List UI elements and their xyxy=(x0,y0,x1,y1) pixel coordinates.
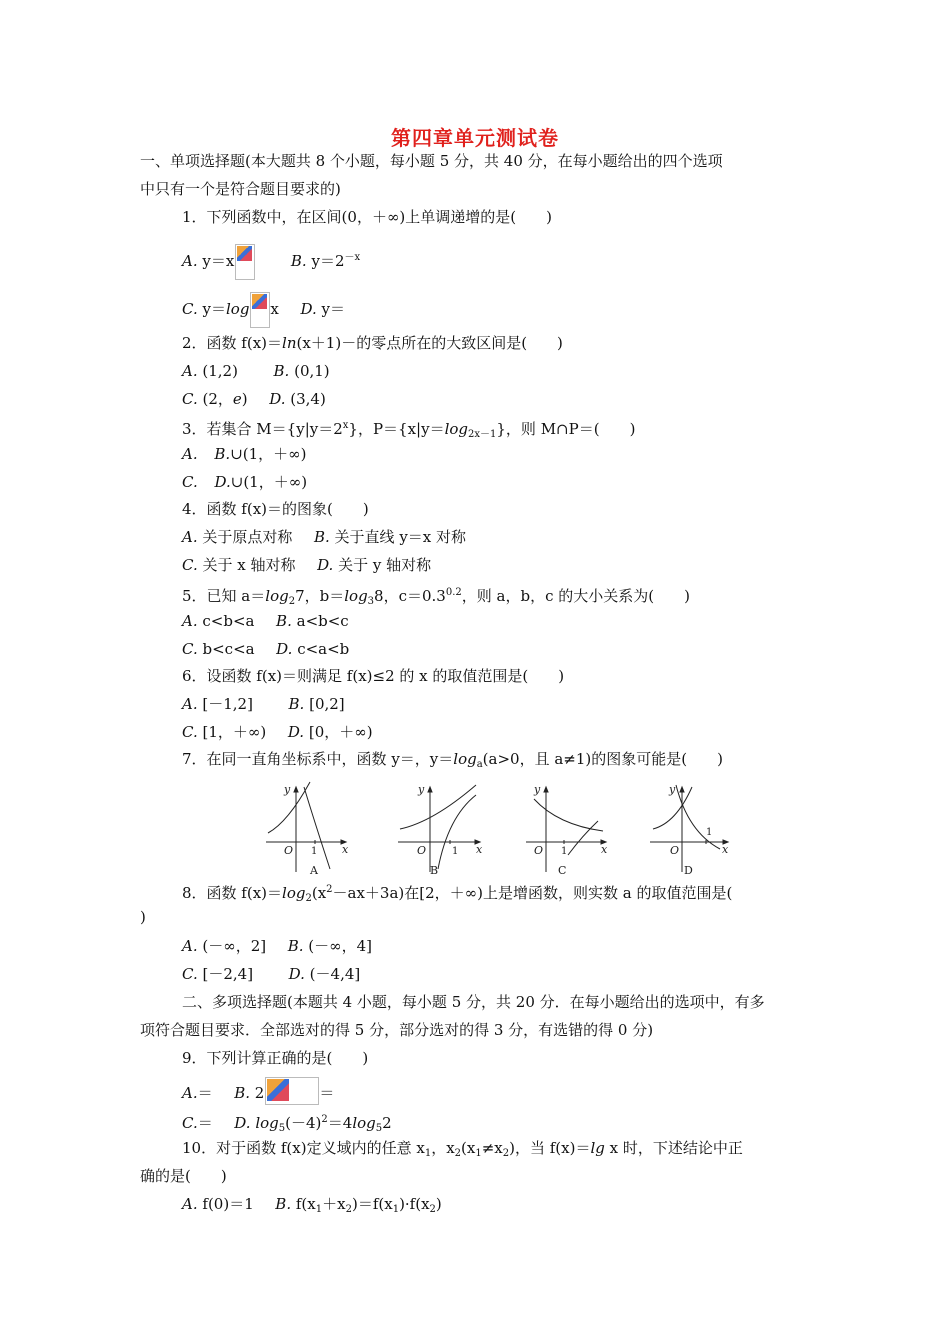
q9-stem: 9．下列计算正确的是( ) xyxy=(182,1049,369,1067)
svg-text:y: y xyxy=(534,783,541,796)
svg-text:O: O xyxy=(417,844,427,857)
q9-options-cd: C.＝ D. $\log_5(-4)^2=4\log_52$ xyxy=(182,1114,392,1134)
svg-text:D: D xyxy=(684,864,693,877)
q1-options-ab: A. y＝x B. $y=2^{-x}$ xyxy=(182,244,360,280)
svg-text:y: y xyxy=(418,783,425,796)
option-text: y＝2 xyxy=(311,252,345,270)
q6-stem: 6．设函数 f(x)＝则满足 f(x)≤2 的 x 的取值范围是( ) xyxy=(182,667,565,685)
svg-text:O: O xyxy=(534,844,544,857)
svg-text:1: 1 xyxy=(452,846,459,857)
broken-image-icon xyxy=(265,1077,319,1105)
q3-options-ab: A. B.∪(1，＋∞) xyxy=(182,445,307,463)
q8-stem-cont: ) xyxy=(140,908,146,926)
svg-text:y: y xyxy=(669,783,676,796)
graph-d xyxy=(650,783,729,877)
section1-intro-line1: 一、单项选择题(本大题共 8 个小题，每小题 5 分，共 40 分，在每小题给出的四个选项 xyxy=(140,152,723,170)
q4-stem: 4．函数 f(x)＝的图象( ) xyxy=(182,500,369,518)
svg-text:O: O xyxy=(284,844,294,857)
q7-graph-figures xyxy=(258,777,738,877)
svg-text:C: C xyxy=(558,864,567,877)
q8-options-ab: A. (－∞，2] B. (－∞，4] xyxy=(182,937,373,955)
q2-options-ab: A. (1,2) B. (0,1) xyxy=(182,362,330,380)
svg-text:x: x xyxy=(476,843,483,856)
q5-options-ab: A. c<b<a B. a<b<c xyxy=(182,612,349,630)
broken-image-icon xyxy=(235,244,255,280)
q5-options-cd: C. b<c<a D. c<a<b xyxy=(182,640,350,658)
q3-options-cd: C. D.∪(1，＋∞) xyxy=(182,473,308,491)
q9-options-ab: A.＝ B. 2 ＝ xyxy=(182,1077,334,1105)
q8-stem: 8．函数 $f(x)=\log_2(x^2-ax+3a)$在[2，＋∞)上是增函数，则实数 a 的取值范围是( xyxy=(182,884,733,904)
q7-stem: 7．在同一直角坐标系中，函数 y＝，$y=\log_a(a>0$，且 a≠1)的图象可能是( ) xyxy=(182,750,723,770)
q4-options-ab: A. 关于原点对称 B. 关于直线 y＝x 对称 xyxy=(182,528,467,546)
q1-stem: 1．下列函数中，在区间(0，＋∞)上单调递增的是( ) xyxy=(182,208,552,226)
q2-stem: 2．函数 f(x)＝ln(x＋1)－的零点所在的大致区间是( ) xyxy=(182,334,563,352)
q6-options-cd: C. [1，＋∞) D. [0，＋∞) xyxy=(182,723,373,741)
svg-text:1: 1 xyxy=(706,827,713,838)
q10-stem: 10．对于函数 f(x)定义域内的任意 $x_1$，$x_2(x_1\ne x_2)$，当 f(x)＝lg x 时，下述结论中正 xyxy=(182,1139,743,1159)
q10-stem-cont: 确的是( ) xyxy=(140,1167,227,1185)
svg-text:A: A xyxy=(310,864,318,877)
q8-options-cd: C. [－2,4] D. (－4,4] xyxy=(182,965,361,983)
q5-stem: 5．已知 $a=\log_27$，$b=\log_38$，$c=0.3^{0.2}$，则 a，b，c 的大小关系为( ) xyxy=(182,587,690,607)
q6-options-ab: A. [－1,2] B. [0,2] xyxy=(182,695,345,713)
svg-text:x: x xyxy=(342,843,349,856)
option-label: A. xyxy=(182,252,198,270)
svg-text:O: O xyxy=(670,844,680,857)
page-title: 第四章单元测试卷 xyxy=(391,126,559,150)
section1-intro-line2: 中只有一个是符合题目要求的) xyxy=(140,180,341,198)
graph-c xyxy=(526,783,608,877)
q4-options-cd: C. 关于 x 轴对称 D. 关于 y 轴对称 xyxy=(182,556,432,574)
q2-options-cd: C. (2，e) D. (3,4) xyxy=(182,390,326,408)
graph-a xyxy=(266,782,349,877)
option-label: B. xyxy=(290,252,307,270)
option-text: y＝x xyxy=(202,252,235,270)
svg-text:1: 1 xyxy=(311,846,318,857)
section2-intro-line2: 项符合题目要求．全部选对的得 5 分，部分选对的得 3 分，有选错的得 0 分) xyxy=(140,1021,654,1039)
section2-intro-line1: 二、多项选择题(本题共 4 小题，每小题 5 分，共 20 分．在每小题给出的选项中，有多 xyxy=(182,993,765,1011)
q10-options-ab: A. f(0)＝1 B. $f(x_1+x_2)=f(x_1)\cdot f(x_2)$ xyxy=(182,1195,442,1215)
q3-stem: 3．若集合 $M=\{y|y=2^x\}$，$P=\{x|y=\log_{2x-1}\}$，则 M∩P＝( ) xyxy=(182,420,636,440)
svg-text:x: x xyxy=(601,843,608,856)
svg-text:y: y xyxy=(284,783,291,796)
q1-options-cd: C. y＝log x D. y＝ xyxy=(182,292,345,328)
svg-text:1: 1 xyxy=(561,846,568,857)
broken-image-icon xyxy=(250,292,270,328)
graph-b xyxy=(398,783,483,877)
svg-text:B: B xyxy=(430,864,439,877)
svg-text:x: x xyxy=(722,843,729,856)
